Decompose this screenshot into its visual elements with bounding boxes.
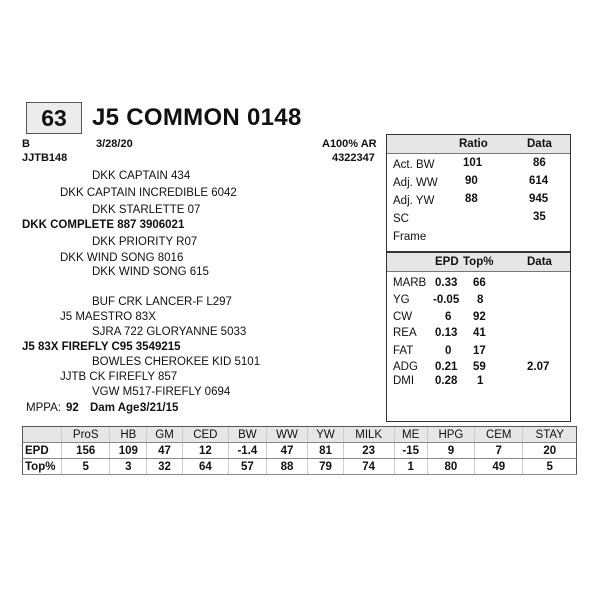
epd-value-cell: 12 (182, 443, 228, 459)
top-percent-cell: 5 (62, 459, 110, 475)
top-percent-row-label: Top% (23, 459, 62, 475)
tag-number: JJTB148 (22, 152, 68, 164)
top-percent-cell: 49 (475, 459, 523, 475)
top-percent-row (23, 459, 577, 475)
epd-table-corner (23, 427, 62, 443)
marb-epd: 0.33 (435, 277, 458, 289)
cw-epd: 6 (445, 311, 452, 323)
epd-header-cell: GM (147, 427, 183, 443)
data-column-header: Data (527, 138, 552, 150)
act-bw-label: Act. BW (393, 159, 435, 171)
lot-number: 63 (26, 102, 82, 134)
adj-yw-ratio: 88 (465, 193, 478, 205)
mppa-value: 92 (66, 402, 79, 414)
rea-top: 41 (473, 327, 486, 339)
pedigree-dam-dam: JJTB CK FIREFLY 857 (60, 371, 178, 383)
epd-header-cell: HPG (427, 427, 474, 443)
actual-data-panel (386, 134, 571, 252)
top-percent-cell: 74 (343, 459, 394, 475)
birth-date: 3/28/20 (96, 138, 133, 150)
dmi-label: DMI (393, 375, 415, 387)
adg-top: 59 (473, 361, 486, 373)
sex: B (22, 138, 30, 150)
pedigree-sire-sire: DKK CAPTAIN INCREDIBLE 6042 (60, 187, 237, 199)
registration-number: 4322347 (332, 152, 375, 164)
epd-header-cell: CEM (475, 427, 523, 443)
yg-epd: -0.05 (433, 294, 460, 306)
top-percent-cell: 80 (427, 459, 474, 475)
adg-epd: 0.21 (435, 361, 458, 373)
act-bw-ratio: 101 (463, 157, 483, 169)
frame-label: Frame (393, 231, 427, 243)
epd-header-cell: BW (228, 427, 266, 443)
epd-value-cell: 7 (475, 443, 523, 459)
cw-label: CW (393, 311, 413, 323)
epd-header-cell: STAY (523, 427, 577, 443)
epd-header-cell: WW (266, 427, 307, 443)
dam-age-label: Dam Age: (90, 402, 144, 414)
epd-table (22, 426, 577, 475)
fat-label: FAT (393, 345, 414, 357)
top-percent-cell: 79 (308, 459, 344, 475)
adg-data: 2.07 (527, 361, 550, 373)
pedigree-dam-sire: J5 MAESTRO 83X (60, 311, 156, 323)
mppa-label: MPPA: (26, 402, 61, 414)
carcass-top-column-header: Top% (463, 256, 494, 268)
epd-value-cell: 156 (62, 443, 110, 459)
pedigree-sire-dam: DKK WIND SONG 8016 (60, 252, 184, 264)
sc-label: SC (393, 213, 409, 225)
pedigree-dam-sire-dam: SJRA 722 GLORYANNE 5033 (92, 326, 247, 338)
pedigree-dam-dam-sire: BOWLES CHEROKEE KID 5101 (92, 356, 261, 368)
epd-header-cell: CED (182, 427, 228, 443)
top-percent-cell: 1 (394, 459, 427, 475)
pedigree-dam: J5 83X FIREFLY C95 3549215 (22, 341, 181, 353)
epd-table-header-row (23, 427, 577, 443)
carcass-data-column-header: Data (527, 256, 552, 268)
marb-top: 66 (473, 277, 486, 289)
adj-yw-label: Adj. YW (393, 195, 435, 207)
top-percent-cell: 64 (182, 459, 228, 475)
act-bw-data: 86 (533, 157, 546, 169)
epd-value-cell: 23 (343, 443, 394, 459)
dam-age-value: 3/21/15 (140, 402, 179, 414)
yg-top: 8 (477, 294, 484, 306)
top-percent-cell: 88 (266, 459, 307, 475)
adj-ww-label: Adj. WW (393, 177, 438, 189)
pedigree-dam-sire-sire: BUF CRK LANCER-F L297 (92, 296, 232, 308)
pedigree-dam-dam-dam: VGW M517-FIREFLY 0694 (92, 386, 231, 398)
epd-value-cell: 47 (266, 443, 307, 459)
epd-value-cell: 9 (427, 443, 474, 459)
carcass-epd-panel (386, 252, 571, 422)
epd-header-cell: ProS (62, 427, 110, 443)
epd-value-cell: -15 (394, 443, 427, 459)
top-percent-cell: 3 (110, 459, 147, 475)
animal-name: J5 COMMON 0148 (92, 104, 302, 131)
adj-yw-data: 945 (529, 193, 549, 205)
epd-row-label: EPD (23, 443, 62, 459)
epd-value-cell: 47 (147, 443, 183, 459)
carcass-epd-column-header: EPD (435, 256, 459, 268)
ratio-column-header: Ratio (459, 138, 488, 150)
dmi-epd: 0.28 (435, 375, 458, 387)
dmi-top: 1 (477, 375, 484, 387)
epd-header-cell: YW (308, 427, 344, 443)
fat-top: 17 (473, 345, 486, 357)
top-percent-cell: 5 (523, 459, 577, 475)
pedigree-sire-sire-dam: DKK STARLETTE 07 (92, 204, 201, 216)
marb-label: MARB (393, 277, 427, 289)
sc-data: 35 (533, 211, 546, 223)
yg-label: YG (393, 294, 410, 306)
fat-epd: 0 (445, 345, 452, 357)
pedigree-sire-sire-sire: DKK CAPTAIN 434 (92, 170, 191, 182)
cw-top: 92 (473, 311, 486, 323)
adj-ww-ratio: 90 (465, 175, 478, 187)
epd-value-cell: 109 (110, 443, 147, 459)
rea-label: REA (393, 327, 417, 339)
epd-header-cell: HB (110, 427, 147, 443)
epd-values-row (23, 443, 577, 459)
rea-epd: 0.13 (435, 327, 458, 339)
epd-value-cell: 20 (523, 443, 577, 459)
association: A100% AR (322, 138, 377, 150)
epd-header-cell: MILK (343, 427, 394, 443)
epd-header-cell: ME (394, 427, 427, 443)
epd-value-cell: -1.4 (228, 443, 266, 459)
top-percent-cell: 32 (147, 459, 183, 475)
top-percent-cell: 57 (228, 459, 266, 475)
pedigree-sire: DKK COMPLETE 887 3906021 (22, 219, 185, 231)
adj-ww-data: 614 (529, 175, 549, 187)
adg-label: ADG (393, 361, 418, 373)
pedigree-sire-dam-sire: DKK PRIORITY R07 (92, 236, 198, 248)
pedigree-sire-dam-dam: DKK WIND SONG 615 (92, 266, 209, 278)
epd-value-cell: 81 (308, 443, 344, 459)
